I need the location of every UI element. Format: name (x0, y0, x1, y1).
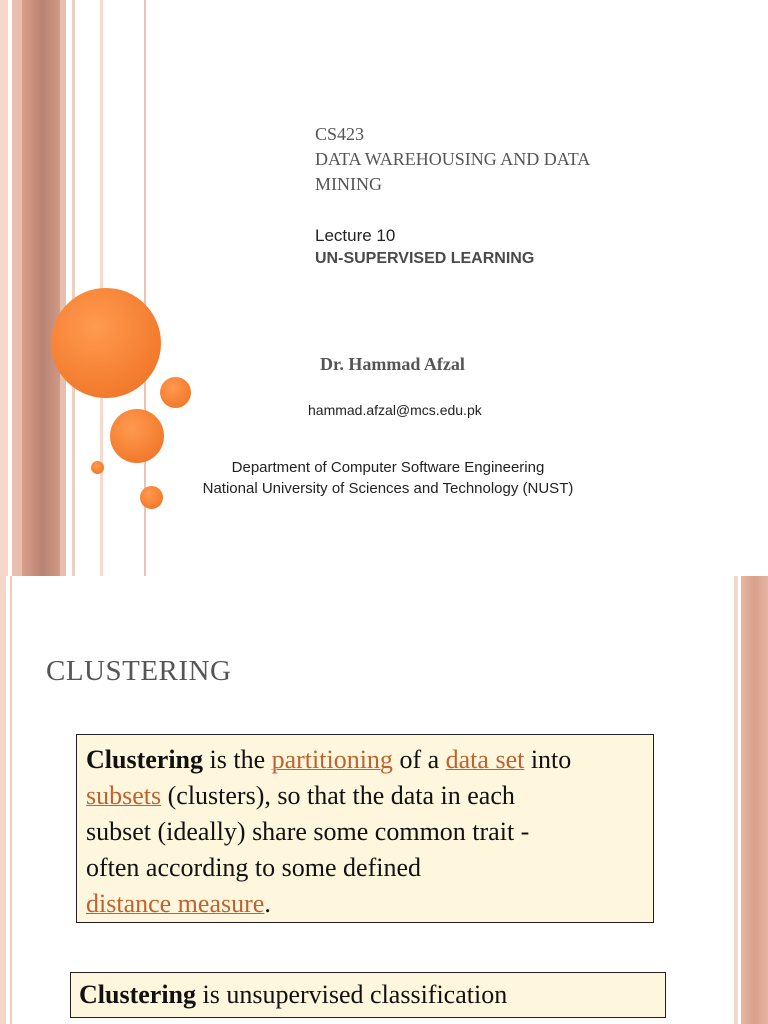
slide-heading: CLUSTERING (46, 655, 232, 687)
decorative-stripe (0, 576, 6, 1024)
text: into (524, 745, 572, 774)
affiliation (176, 457, 600, 499)
term: Clustering (86, 745, 203, 774)
text: . (264, 889, 271, 918)
decorative-circle-tiny (91, 461, 104, 474)
link-data-set[interactable]: data set (445, 745, 525, 774)
department: Department of Computer Software Engineering (231, 459, 545, 476)
author-name: Dr. Hammad Afzal (320, 354, 465, 374)
course-title (315, 122, 590, 197)
decorative-stripe (60, 0, 66, 576)
definition-line: often according to some defined (86, 853, 421, 882)
course-title-line: DATA WAREHOUSING AND DATA (315, 149, 591, 169)
link-distance-measure[interactable]: distance measure (86, 889, 265, 918)
decorative-stripe (741, 576, 768, 1024)
author-email: hammad.afzal@mcs.edu.pk (308, 402, 482, 418)
definition-line: subset (ideally) share some common trait - (86, 817, 530, 846)
term: Clustering (79, 980, 196, 1009)
link-subsets[interactable]: subsets (86, 781, 162, 810)
definition-line (86, 742, 644, 778)
clustering-slide (0, 576, 768, 1024)
definition-line (86, 778, 644, 814)
decorative-circle-small (140, 486, 163, 509)
note-box (70, 972, 666, 1018)
definition-line (86, 886, 644, 922)
lecture-topic: UN-SUPERVISED LEARNING (315, 250, 535, 267)
university: National University of Sciences and Technology (NUST) (202, 480, 574, 497)
link-partitioning[interactable]: partitioning (271, 745, 393, 774)
decorative-stripe (10, 576, 12, 1024)
decorative-circle-large (51, 288, 161, 398)
text: is the (203, 745, 272, 774)
course-code: CS423 (315, 124, 365, 144)
text: of a (392, 745, 446, 774)
lecture-label: Lecture 10 (315, 226, 396, 245)
decorative-stripe (12, 0, 22, 576)
decorative-circle-small (160, 377, 191, 408)
decorative-stripe (0, 0, 8, 576)
course-title-line: MINING (315, 174, 382, 194)
note-text: is unsupervised classification (196, 980, 508, 1009)
text: (clusters), so that the data in each (161, 781, 515, 810)
decorative-circle-medium (110, 409, 164, 463)
definition-box (76, 734, 654, 923)
decorative-stripe (22, 0, 60, 576)
decorative-stripe (72, 0, 75, 576)
decorative-stripe (734, 576, 738, 1024)
